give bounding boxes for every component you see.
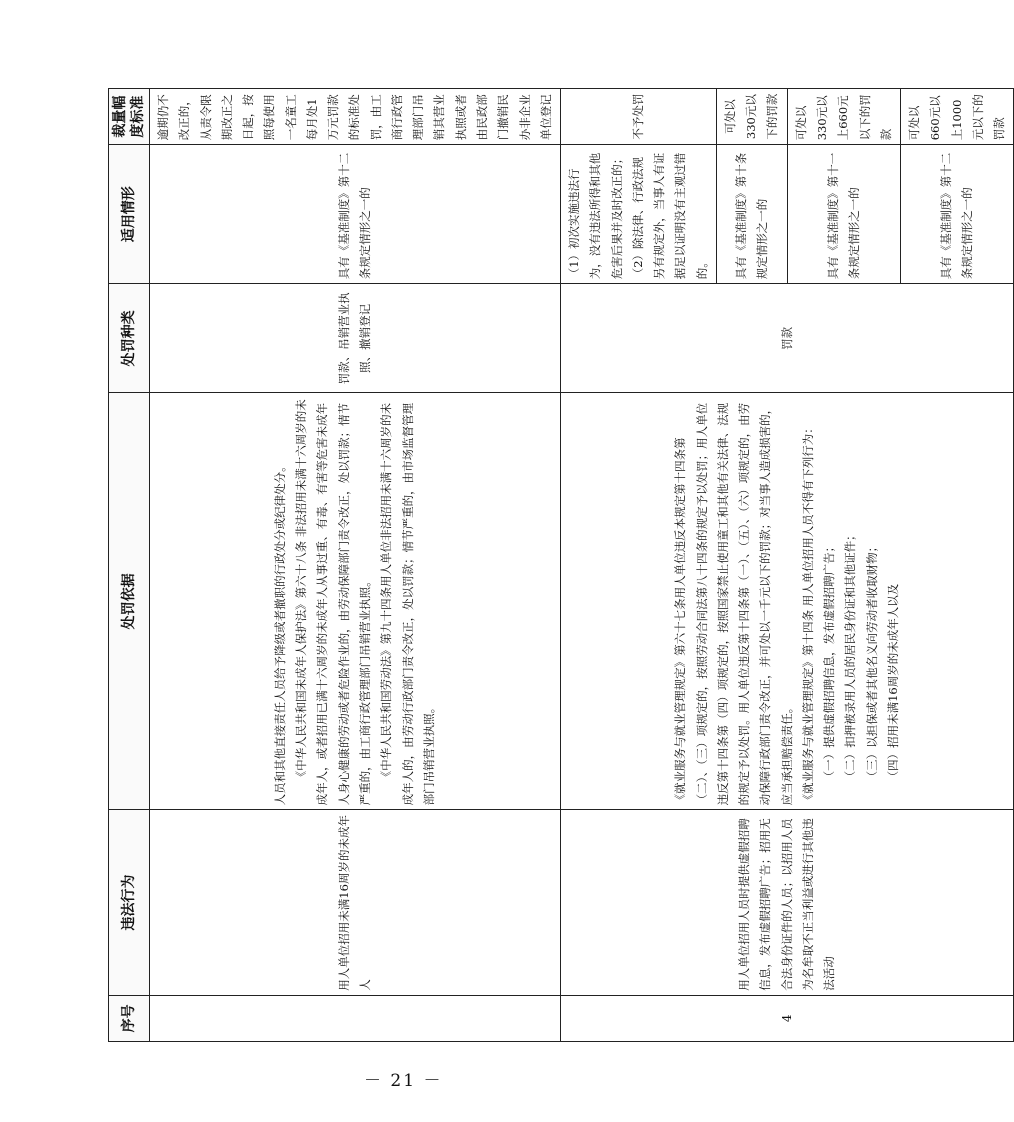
basis-paragraph: 人员和其他直接责任人员给予降级或者撤职的行政处分或纪律处分。 — [272, 460, 287, 806]
basis-paragraph: 《中华人民共和国劳动法》第九十四条用人单位非法招用未满十六周岁的未成年人的，由劳动行政部门责令改正，处以罚款；情节严重的，由市场监督管理部门吊销营业执照。 — [379, 402, 436, 806]
header-basis: 处罚依据 — [109, 393, 150, 810]
row-b-situation-4: 具有《基准制度》第十二条规定情形之一的 — [901, 145, 1014, 284]
row-b-seq: 4 — [561, 995, 1014, 1041]
rotated-table-page — [108, 88, 1007, 1042]
row-a-seq — [150, 995, 561, 1041]
row-a-situation: 具有《基准制度》第十二条规定情形之一的 — [150, 145, 561, 284]
table-header-row — [109, 89, 150, 1042]
row-b-violation: 用人单位招用人员时提供虚假招聘信息，发布虚假招聘广告；招用无合法身份证件的人员；以招用人员为名牟取不正当利益或进行其他违法活动 — [561, 810, 1014, 995]
page-number: － 21 － — [364, 1071, 443, 1091]
row-a-basis — [150, 393, 561, 810]
row-b-basis — [561, 393, 1014, 810]
row-b-standard-3: 可处以330元以上660元以下的罚款 — [787, 89, 900, 145]
row-b-standard-4: 可处以660元以上1000元以下的罚款 — [901, 89, 1014, 145]
row-b-penalty-type: 罚款 — [561, 284, 1014, 393]
basis-paragraph: （一）提供虚假招聘信息，发布虚假招聘广告； — [822, 540, 837, 783]
basis-paragraph: 《中华人民共和国未成年人保护法》第六十八条 非法招用未满十六周岁的未成年人，或者招用已满十六周岁的未成年人从事过重、有毒、有害等危害未成年人身心健康的劳动或者危险作业的，由劳动保障部门责令改正，处以罚款；情节严重的，由工商行政管理部门吊销营业执照。 — [294, 399, 373, 806]
basis-paragraph: 《就业服务与就业管理规定》第十四条 用人单位招用人员不得有下列行为： — [800, 422, 815, 806]
header-violation: 违法行为 — [109, 810, 150, 995]
header-penalty-type: 处罚种类 — [109, 284, 150, 393]
row-b-standard-2: 可处以330元以下的罚款 — [716, 89, 787, 145]
penalty-standards-table — [108, 88, 1014, 1042]
row-a-violation: 用人单位招用未满16周岁的未成年人 — [150, 810, 561, 995]
row-b-situation-1: （1）初次实施违法行为，没有违法所得和其他危害后果并及时改正的；（2）除法律、行政法规另有规定外，当事人有证据足以证明没有主观过错的。 — [561, 145, 717, 284]
table-row — [150, 89, 561, 1042]
basis-paragraph: 《就业服务与就业管理规定》第六十七条用人单位违反本规定第十四条第（二）、（三）项规定的，按照劳动合同法第八十四条的规定予以处罚；用人单位违反第十四条第（四）项规定的，按照国家禁止使用童工和其他有关法律、法规的规定予以处罚。用人单位违反第十四条第（一）、（五）、（六）项规定的，由劳动保障行政部门责令改正，并可处以一千元以下的罚款；对当事人造成损害的，应当承担赔偿责任。 — [673, 402, 794, 806]
basis-paragraph: （四）招用未满16周岁的未成年人以及 — [885, 583, 900, 783]
table-row — [561, 89, 717, 1042]
basis-paragraph: （三）以担保或者其他名义向劳动者收取财物； — [864, 540, 879, 783]
row-b-standard-1: 不予处罚 — [561, 89, 717, 145]
basis-paragraph: （二）扣押被录用人员的居民身份证和其他证件； — [843, 529, 858, 783]
header-situation: 适用情形 — [109, 145, 150, 284]
header-standard: 裁量幅度标准 — [109, 89, 150, 145]
row-a-penalty-type: 罚款、吊销营业执照、撤销登记 — [150, 284, 561, 393]
row-b-situation-2: 具有《基准制度》第十条规定情形之一的 — [716, 145, 787, 284]
header-seq: 序号 — [109, 995, 150, 1041]
row-a-standard: 逾期仍不改正的，从责令限期改正之日起，按照每使用一名童工每月处1万元罚款的标准处罚，由工商行政管理部门吊销其营业执照或者由民政部门撤销民办非企业单位登记 — [150, 89, 561, 145]
row-b-situation-3: 具有《基准制度》第十一条规定情形之一的 — [787, 145, 900, 284]
